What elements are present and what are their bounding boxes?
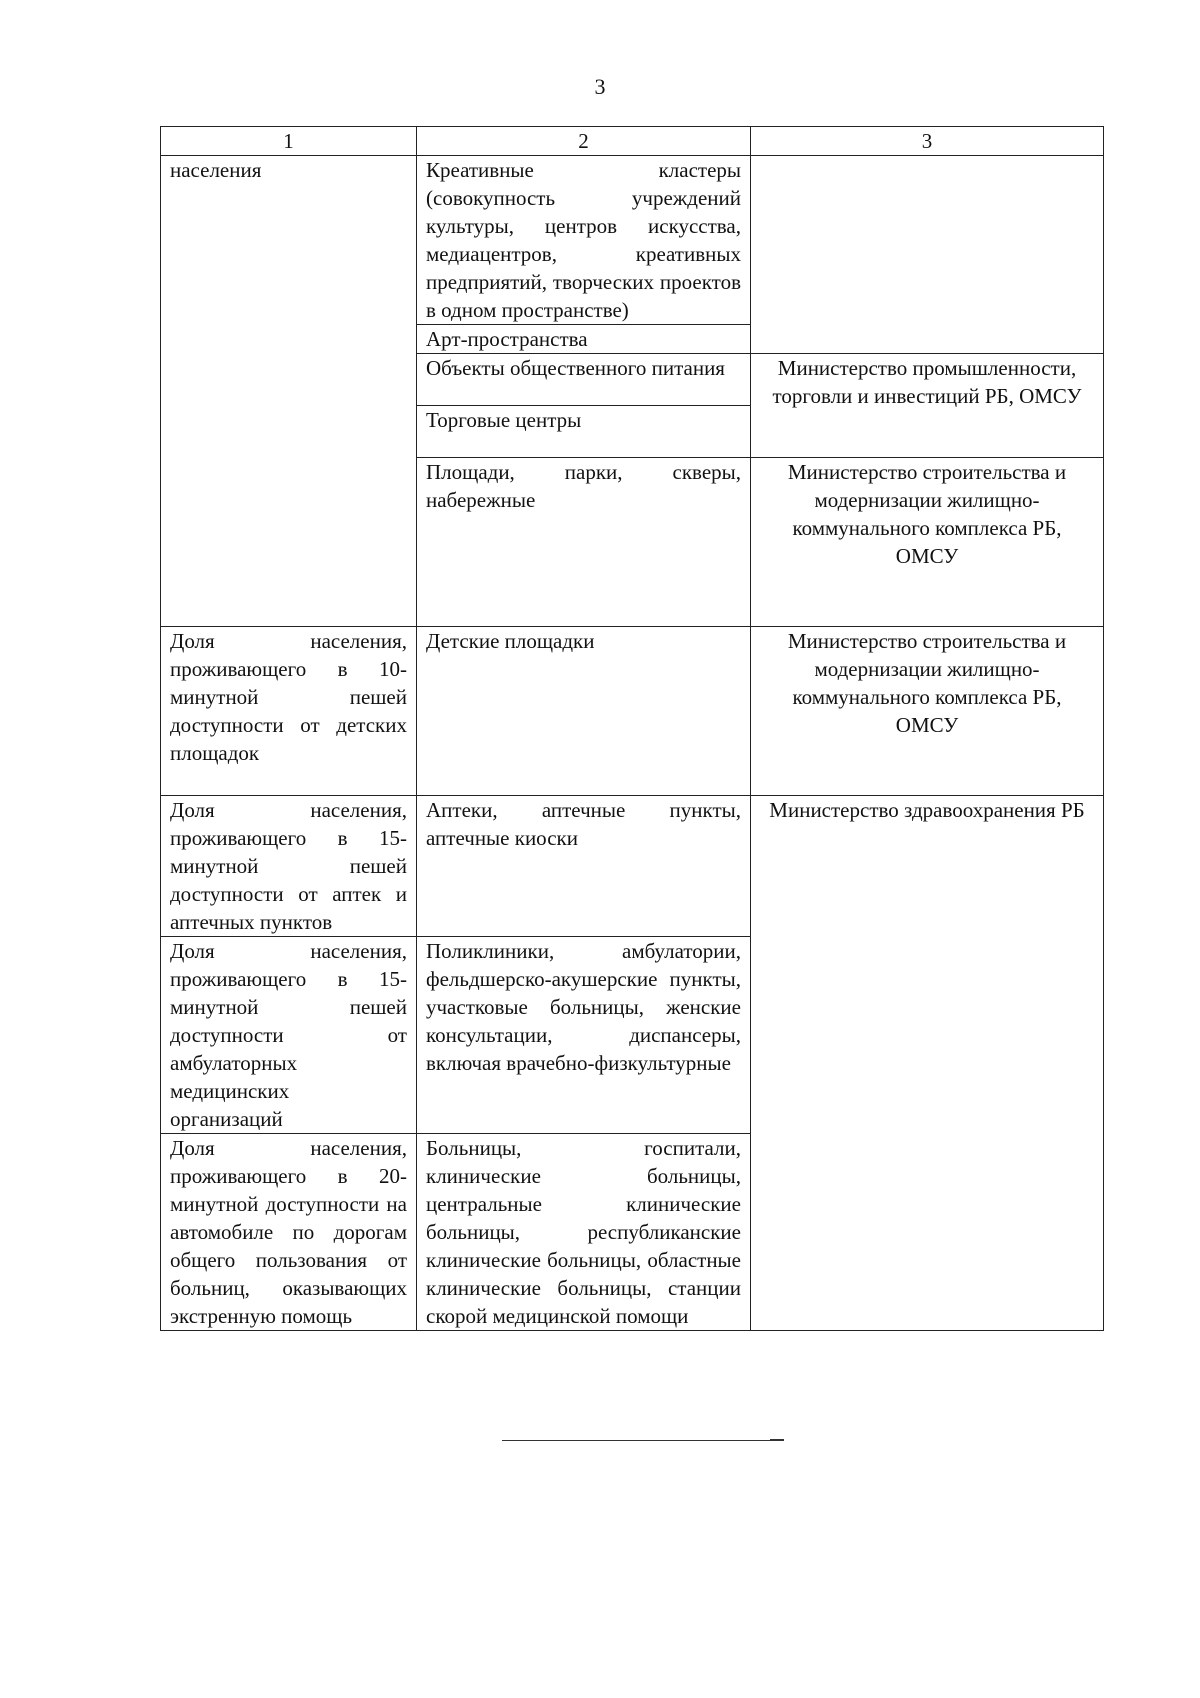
column-header-3: 3 (751, 127, 1104, 156)
column-header-1: 1 (161, 127, 417, 156)
object-cell: Больницы, госпитали, клинические больницы, центральные клинические больницы, республиканские клинические больницы, областные клинические больницы, станции скорой медицинской помощи (417, 1134, 751, 1331)
responsible-cell (751, 156, 1104, 354)
table-header-row (161, 127, 1104, 156)
responsible-cell: Министерство здравоохранения РБ (751, 796, 1104, 1331)
table-row (161, 796, 1104, 937)
indicator-cell: Доля населения, проживающего в 10-минутной пешей доступности от детских площадок (161, 627, 417, 796)
end-separator-dash (770, 1439, 784, 1441)
indicator-cell: Доля населения, проживающего в 15-минутной пешей доступности от амбулаторных медицинских организаций (161, 937, 417, 1134)
responsible-cell: Министерство промышленности, торговли и инвестиций РБ, ОМСУ (751, 354, 1104, 458)
responsible-cell: Министерство строительства и модернизации жилищно-коммунального комплекса РБ, ОМСУ (751, 627, 1104, 796)
responsible-cell: Министерство строительства и модернизации жилищно-коммунального комплекса РБ, ОМСУ (751, 458, 1104, 627)
object-cell: Объекты общественного питания (417, 354, 751, 406)
object-cell: Аптеки, аптечные пункты, аптечные киоски (417, 796, 751, 937)
object-cell: Поликлиники, амбулатории, фельдшерско-акушерские пункты, участковые больницы, женские консультации, диспансеры, включая врачебно-физкультурные (417, 937, 751, 1134)
document-table (160, 126, 1104, 1331)
object-cell: Креативные кластеры (совокупность учреждений культуры, центров искусства, медиацентров, креативных предприятий, творческих проектов в одном пространстве) (417, 156, 751, 325)
object-cell: Детские площадки (417, 627, 751, 796)
end-separator-line (502, 1440, 770, 1441)
object-cell: Площади, парки, скверы, набережные (417, 458, 751, 627)
indicator-cell: Доля населения, проживающего в 20-минутной доступности на автомобиле по дорогам общего пользования от больниц, оказывающих экстренную помощь (161, 1134, 417, 1331)
object-cell: Торговые центры (417, 406, 751, 458)
indicator-cell: Доля населения, проживающего в 15-минутной пешей доступности от аптек и аптечных пунктов (161, 796, 417, 937)
column-header-2: 2 (417, 127, 751, 156)
indicator-cell: населения (161, 156, 417, 627)
table-row (161, 627, 1104, 796)
page-number: 3 (594, 74, 606, 99)
object-cell: Арт-пространства (417, 325, 751, 354)
table-row (161, 156, 1104, 325)
